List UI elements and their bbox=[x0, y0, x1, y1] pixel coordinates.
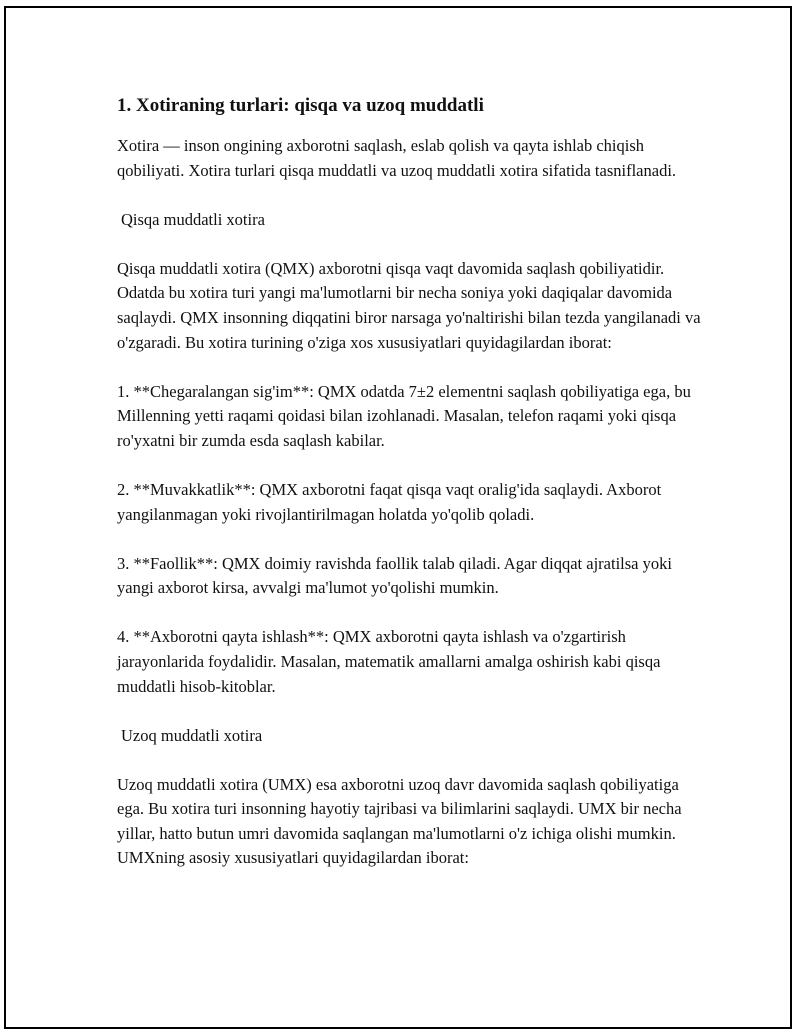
intro-paragraph: Xotira — inson ongining axborotni saqlash, eslab qolish va qayta ishlab chiqish qobiliyati. Xotira turlari qisqa muddatli va uzoq muddatli xotira sifatida tasniflanadi. bbox=[117, 136, 677, 180]
long-term-paragraph: Uzoq muddatli xotira (UMX) esa axborotni uzoq davr davomida saqlash qobiliyatiga ega. Bu xotira turi insonning hayotiy tajribasi va bilimlarini saqlaydi. UMX bir necha yillar, hatto butun umri davomida saqlangan ma'lumotlarni o'z ichiga olishi mumkin. UMXning asosiy xususiyatlari quyidagilardan iborat: bbox=[117, 774, 682, 868]
section-heading-short-term: Qisqa muddatli xotira bbox=[121, 209, 265, 229]
short-term-paragraph: Qisqa muddatli xotira (QMX) axborotni qisqa vaqt davomida saqlash qobiliyatidir. Odatda bu xotira turi yangi ma'lumotlarni bir necha soniya yoki daqiqalar davomida saqlaydi. QMX insonning diqqatini biror narsaga yo'naltirishi bilan tezda yangilanadi va o'zgaradi. Bu xotira turining o'ziga xos xususiyatlari quyidagilardan iborat: bbox=[117, 258, 701, 352]
list-item-processing: 4. **Axborotni qayta ishlash**: QMX axborotni qayta ishlash va o'zgartirish jarayonlarida foydalidir. Masalan, matematik amallarni amalga oshirish kabi qisqa muddatli hisob-kitoblar. bbox=[117, 627, 661, 696]
list-item-activity: 3. **Faollik**: QMX doimiy ravishda faollik talab qiladi. Agar diqqat ajratilsa yoki yangi axborot kirsa, avvalgi ma'lumot yo'qolishi mumkin. bbox=[117, 553, 672, 598]
list-item-temporality: 2. **Muvakkatlik**: QMX axborotni faqat qisqa vaqt oralig'ida saqlaydi. Axborot yangilanmagan yoki rivojlantirilmagan holatda yo'qolib qoladi. bbox=[117, 479, 662, 524]
document-body bbox=[117, 92, 702, 896]
list-item-capacity: 1. **Chegaralangan sig'im**: QMX odatda 7±2 elementni saqlash qobiliyatiga ega, bu Millenning yetti raqami qoidasi bilan izohlanadi. Masalan, telefon raqami yoki qisqa ro'yxatni bir zumda esda saqlash kabilar. bbox=[117, 381, 691, 450]
section-heading-long-term: Uzoq muddatli xotira bbox=[121, 725, 263, 745]
document-title: 1. Xotiraning turlari: qisqa va uzoq muddatli bbox=[117, 95, 484, 116]
